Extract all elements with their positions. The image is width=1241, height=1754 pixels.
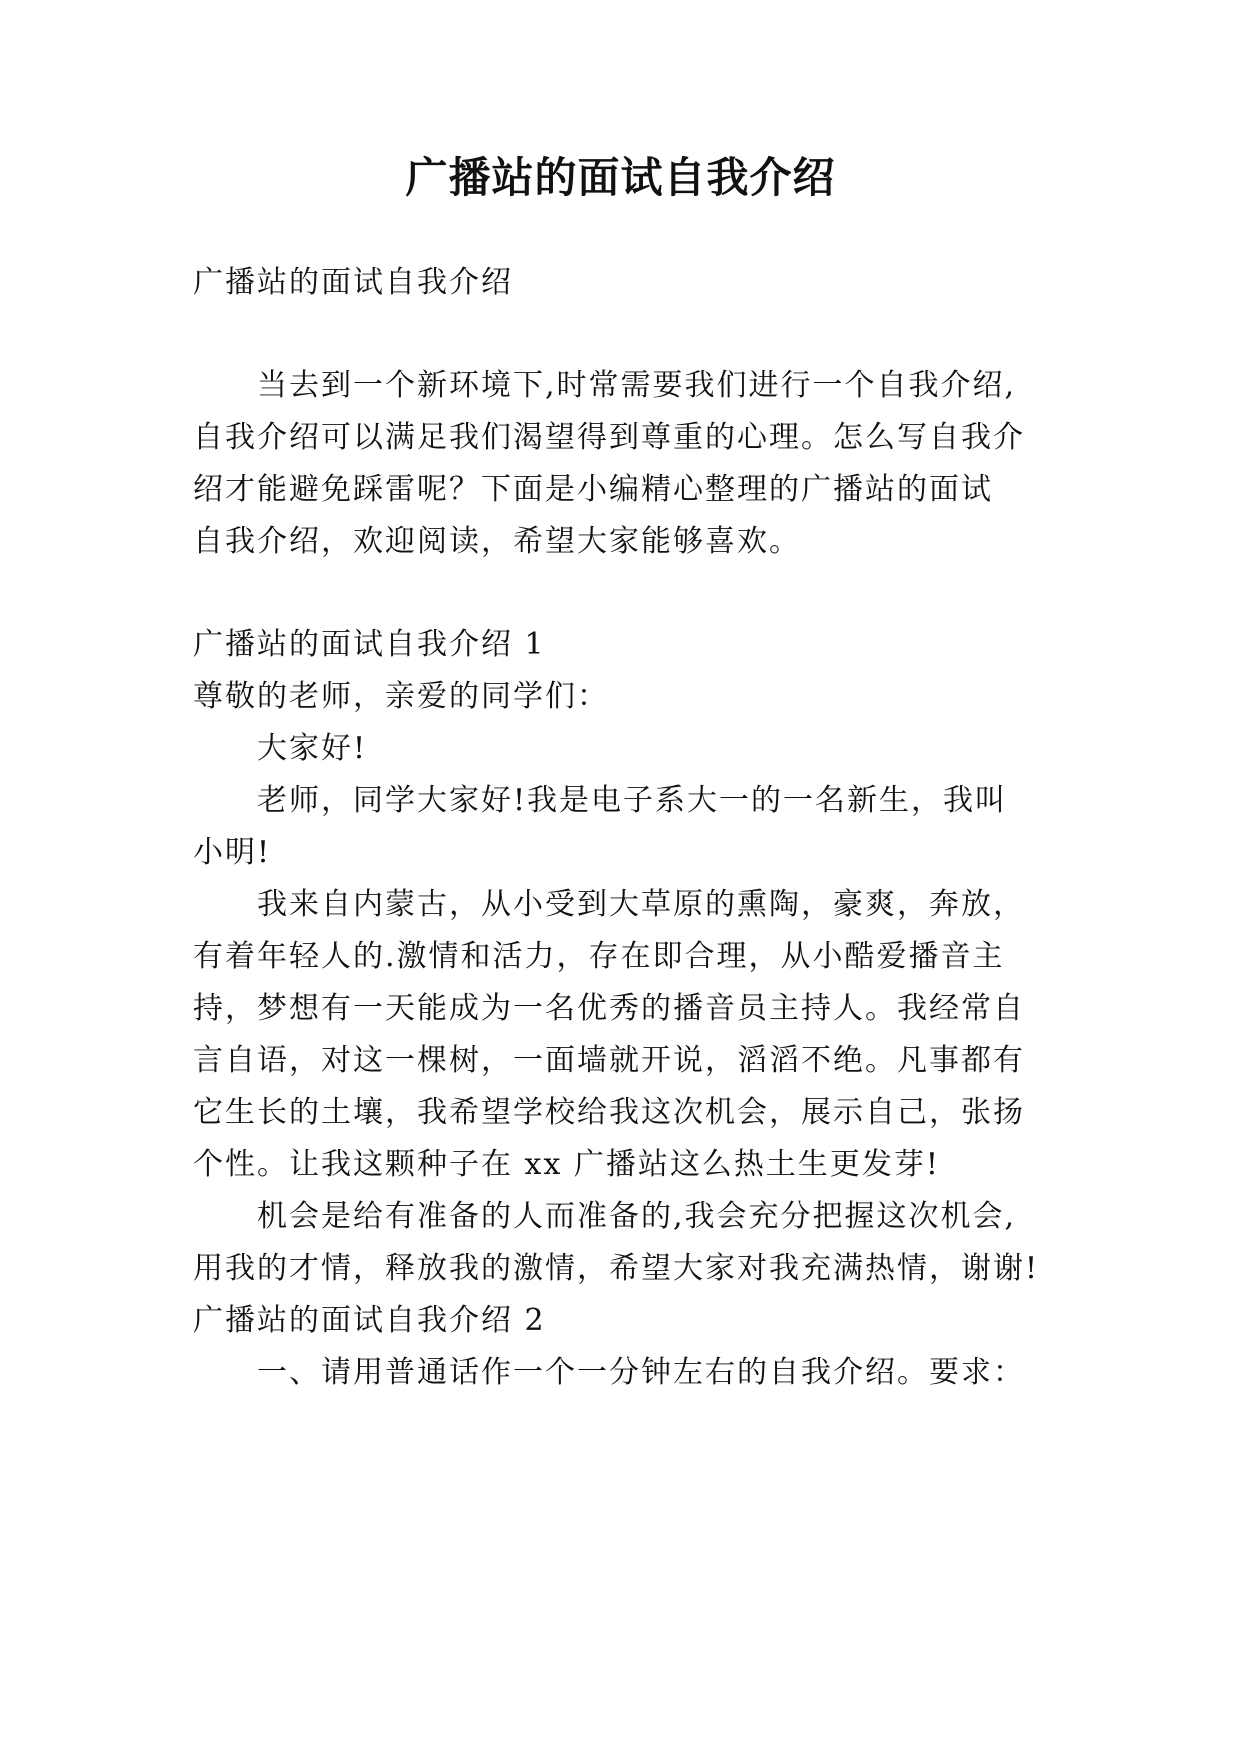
section-heading: 广播站的面试自我介绍 2	[193, 1303, 546, 1338]
intro-line: 自我介绍，欢迎阅读，希望大家能够喜欢。	[193, 524, 801, 559]
paragraph-line: 我来自内蒙古，从小受到大草原的熏陶，豪爽，奔放，	[257, 887, 1025, 922]
intro-line: 绍才能避免踩雷呢？下面是小编精心整理的广播站的面试	[193, 472, 993, 507]
document-subtitle: 广播站的面试自我介绍	[193, 265, 513, 300]
paragraph-line: 有着年轻人的.激情和活力，存在即合理，从小酷爱播音主	[193, 939, 1005, 974]
salutation: 尊敬的老师，亲爱的同学们：	[193, 679, 609, 714]
paragraph-line: 一、请用普通话作一个一分钟左右的自我介绍。要求：	[257, 1355, 1025, 1390]
paragraph-line: 用我的才情，释放我的激情，希望大家对我充满热情，谢谢!	[193, 1251, 1040, 1286]
document-title: 广播站的面试自我介绍	[405, 153, 836, 202]
section-heading: 广播站的面试自我介绍 1	[193, 627, 546, 662]
paragraph-line: 它生长的土壤，我希望学校给我这次机会，展示自己，张扬	[193, 1095, 1025, 1130]
paragraph-line: 机会是给有准备的人而准备的,我会充分把握这次机会,	[257, 1199, 1017, 1234]
intro-line: 当去到一个新环境下,时常需要我们进行一个自我介绍,	[257, 368, 1017, 403]
greeting: 大家好!	[257, 731, 368, 766]
paragraph-line: 持，梦想有一天能成为一名优秀的播音员主持人。我经常自	[193, 991, 1025, 1026]
paragraph-line: 小明!	[193, 835, 272, 870]
intro-line: 自我介绍可以满足我们渴望得到尊重的心理。怎么写自我介	[193, 420, 1025, 455]
paragraph-line: 个性。让我这颗种子在 xx 广播站这么热土生更发芽!	[193, 1147, 940, 1182]
paragraph-line: 言自语，对这一棵树，一面墙就开说，滔滔不绝。凡事都有	[193, 1043, 1025, 1078]
paragraph-line: 老师，同学大家好!我是电子系大一的一名新生，我叫	[257, 783, 1008, 818]
